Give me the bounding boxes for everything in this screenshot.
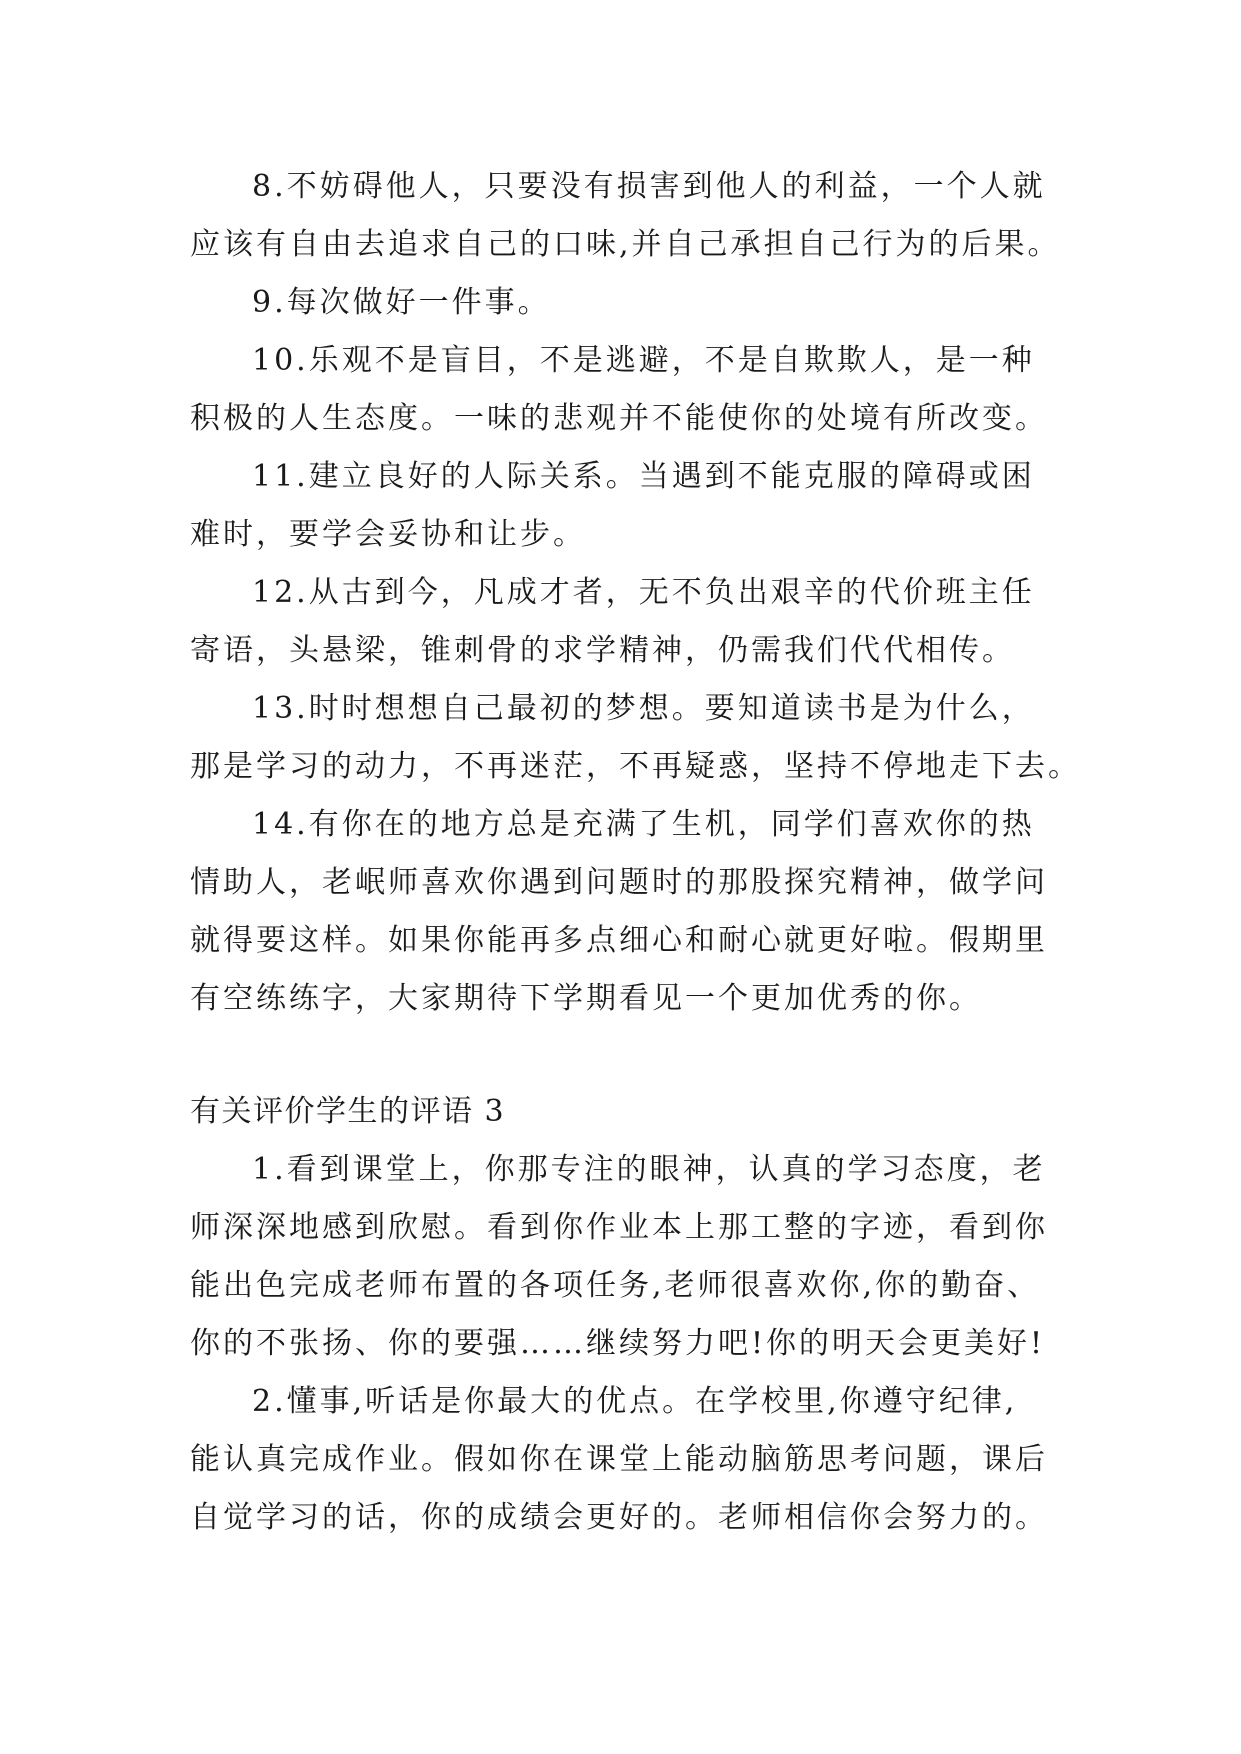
item-13-line-1: 13.时时想想自己最初的梦想。要知道读书是为什么， (252, 691, 1035, 726)
item-10-line-1: 10.乐观不是盲目，不是逃避，不是自欺欺人，是一种 (252, 343, 1035, 378)
item-11-line-1: 11.建立良好的人际关系。当遇到不能克服的障碍或困 (252, 459, 1035, 494)
item-8-line-2: 应该有自由去追求自己的口味,并自己承担自己行为的后果。 (190, 227, 1061, 262)
item-11-line-2: 难时，要学会妥协和让步。 (190, 517, 586, 552)
s3-item-2-line-2: 能认真完成作业。假如你在课堂上能动脑筋思考问题，课后 (190, 1442, 1048, 1477)
s3-item-2-line-3: 自觉学习的话，你的成绩会更好的。老师相信你会努力的。 (190, 1500, 1048, 1535)
item-9-line-1: 9.每次做好一件事。 (252, 285, 551, 320)
item-10-line-2: 积极的人生态度。一味的悲观并不能使你的处境有所改变。 (190, 401, 1048, 436)
s3-item-2-line-1: 2.懂事,听话是你最大的优点。在学校里,你遵守纪律, (252, 1384, 1018, 1419)
s3-item-1-line-4: 你的不张扬、你的要强……继续努力吧!你的明天会更美好! (190, 1326, 1046, 1361)
item-14-line-3: 就得要这样。如果你能再多点细心和耐心就更好啦。假期里 (190, 923, 1048, 958)
s3-item-1-line-1: 1.看到课堂上，你那专注的眼神，认真的学习态度，老 (252, 1152, 1046, 1187)
item-14-line-2: 情助人，老岷师喜欢你遇到问题时的那股探究精神，做学问 (190, 865, 1048, 900)
section-3-heading: 有关评价学生的评语 3 (190, 1094, 506, 1129)
item-14-line-1: 14.有你在的地方总是充满了生机，同学们喜欢你的热 (252, 807, 1035, 842)
item-13-line-2: 那是学习的动力，不再迷茫，不再疑惑，坚持不停地走下去。 (190, 749, 1081, 784)
item-8-line-1: 8.不妨碍他人，只要没有损害到他人的利益，一个人就 (252, 169, 1046, 204)
s3-item-1-line-3: 能出色完成老师布置的各项任务,老师很喜欢你,你的勤奋、 (190, 1268, 1041, 1303)
item-14-line-4: 有空练练字，大家期待下学期看见一个更加优秀的你。 (190, 981, 982, 1016)
s3-item-1-line-2: 师深深地感到欣慰。看到你作业本上那工整的字迹，看到你 (190, 1210, 1048, 1245)
item-12-line-1: 12.从古到今，凡成才者，无不负出艰辛的代价班主任 (252, 575, 1035, 610)
item-12-line-2: 寄语，头悬梁，锥刺骨的求学精神，仍需我们代代相传。 (190, 633, 1015, 668)
